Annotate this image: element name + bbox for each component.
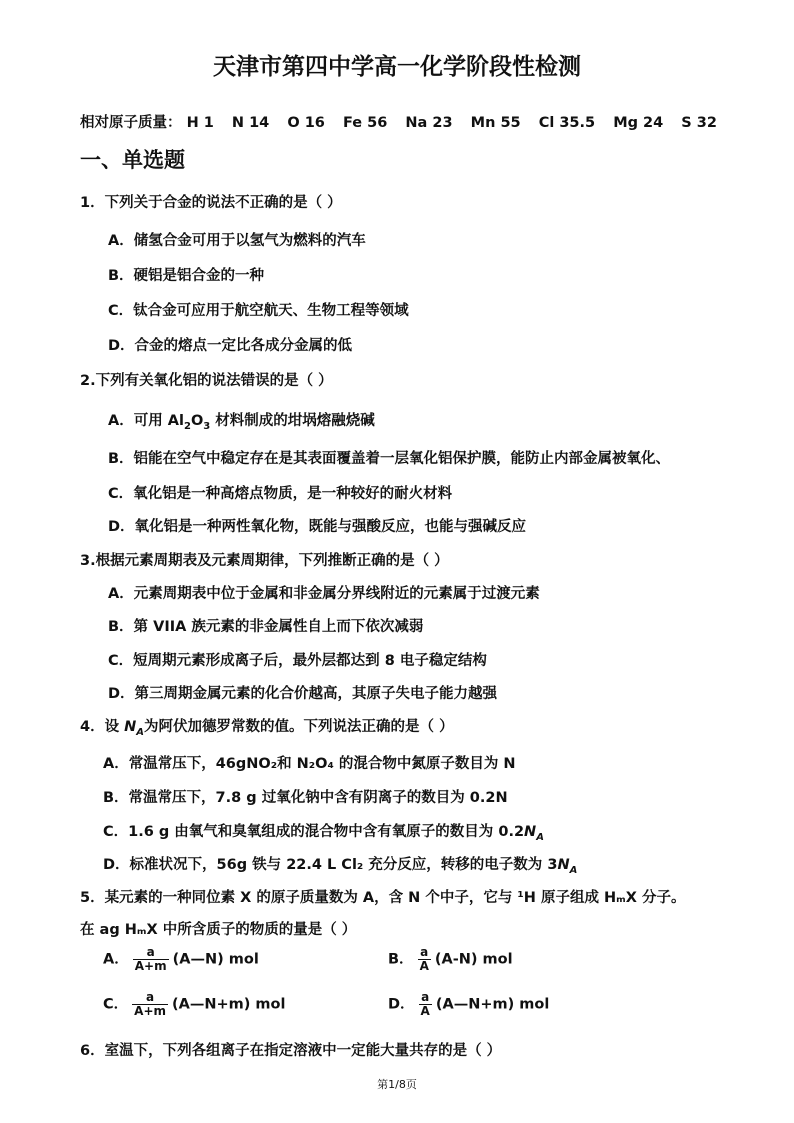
page-title: 天津市第四中学高一化学阶段性检测 — [213, 54, 581, 80]
atomic-mass-item: Fe 56 — [342, 115, 388, 131]
q5-a-tail: (A—N) mol — [172, 951, 259, 968]
fraction-denominator: A — [420, 1004, 430, 1019]
fraction — [132, 991, 168, 1018]
question-5-option-a — [103, 946, 259, 973]
q5-c-tail: (A—N+m) mol — [172, 996, 286, 1013]
question-1-option-c: C．钛合金可应用于航空航天、生物工程等领域 — [108, 303, 409, 319]
q5-a-label: A． — [103, 951, 129, 968]
question-3-option-b: B．第 VIIA 族元素的非金属性自上而下依次减弱 — [108, 619, 424, 635]
question-4-option-c — [103, 820, 544, 843]
fraction-denominator: A — [419, 959, 429, 974]
fraction-denominator: A+m — [134, 959, 167, 974]
atomic-mass-item: Na 23 — [405, 115, 453, 131]
question-1-option-d: D．合金的熔点一定比各成分金属的低 — [108, 338, 353, 354]
q4-c-text: C．1.6 g 由氧气和臭氧组成的混合物中含有氧原子的数目为 0.2 — [103, 824, 525, 840]
q2-a-prefix: A．可用 Al — [108, 413, 184, 429]
q5-d-label: D． — [388, 996, 415, 1013]
atomic-mass-item: S 32 — [681, 115, 717, 131]
q5-d-tail: (A—N+m) mol — [435, 996, 550, 1013]
section-title: 一、单选题 — [80, 148, 185, 172]
question-4-option-b: B．常温常压下，7.8 g 过氧化钠中含有阴离子的数目为 0.2N — [103, 790, 508, 806]
atomic-mass-item: N 14 — [231, 115, 270, 131]
fraction-numerator: a — [419, 991, 432, 1005]
question-2-option-c: C．氧化铝是一种高熔点物质，是一种较好的耐火材料 — [108, 486, 453, 502]
question-5-option-d — [388, 991, 549, 1018]
q2-a-sub1: 2 — [183, 420, 191, 432]
question-4-option-a: A．常温常压下，46gNO₂和 N₂O₄ 的混合物中氮原子数目为 N — [103, 756, 516, 772]
q5-c-label: C． — [103, 996, 129, 1013]
q2-a-suffix: 材料制成的坩埚熔融烧碱 — [210, 413, 375, 429]
q4-d-text: D．标准状况下，56g 铁与 22.4 L Cl₂ 充分反应，转移的电子数为 3 — [103, 857, 558, 873]
question-4-stem — [80, 715, 454, 738]
question-5-option-c — [103, 991, 285, 1018]
fraction-denominator: A+m — [134, 1004, 167, 1019]
atomic-mass-label: 相对原子质量： — [80, 115, 182, 131]
atomic-mass-item: Cl 35.5 — [538, 115, 596, 131]
question-1-stem: 1．下列关于合金的说法不正确的是（ ） — [80, 195, 342, 211]
na-subscript: A — [136, 726, 145, 738]
question-5-stem-2: 在 ag HₘX 中所含质子的物质的量是（ ） — [80, 922, 357, 938]
question-2-option-a — [108, 409, 375, 432]
question-3-stem: 3.根据元素周期表及元素周期律，下列推断正确的是（ ） — [80, 553, 449, 569]
fraction — [419, 991, 432, 1018]
atomic-mass-item: O 16 — [287, 115, 325, 131]
fraction-numerator: a — [132, 991, 168, 1005]
q5-b-label: B． — [388, 951, 414, 968]
question-5-stem: 5．某元素的一种同位素 X 的原子质量数为 A，含 N 个中子，它与 ¹H 原子组成 HₘX 分子。 — [80, 890, 686, 906]
atomic-mass-line — [80, 111, 730, 132]
q2-a-sub2: 3 — [203, 420, 211, 432]
question-6-stem: 6．室温下，下列各组离子在指定溶液中一定能大量共存的是（ ） — [80, 1043, 502, 1059]
question-1-option-a: A．储氢合金可用于以氢气为燃料的汽车 — [108, 233, 366, 249]
fraction — [418, 946, 431, 973]
na-subscript: A — [569, 864, 578, 876]
fraction — [133, 946, 169, 973]
atomic-mass-item: H 1 — [186, 115, 214, 131]
atomic-mass-item: Mg 24 — [613, 115, 664, 131]
na-symbol: N — [557, 857, 570, 873]
q4-stem-prefix: 4．设 — [80, 719, 125, 735]
question-2-option-d: D．氧化铝是一种两性氧化物，既能与强酸反应，也能与强碱反应 — [108, 519, 527, 535]
question-5-option-b — [388, 946, 513, 973]
na-symbol: N — [524, 824, 537, 840]
page-number: 第1/8页 — [377, 1078, 417, 1091]
question-2-option-b: B．铝能在空气中稳定存在是其表面覆盖着一层氧化铝保护膜，能防止内部金属被氧化、 — [108, 451, 671, 467]
question-3-option-c: C．短周期元素形成离子后，最外层都达到 8 电子稳定结构 — [108, 653, 487, 669]
question-2-stem: 2.下列有关氧化铝的说法错误的是（ ） — [80, 373, 333, 389]
q2-a-o: O — [190, 413, 204, 429]
question-3-option-d: D．第三周期金属元素的化合价越高，其原子失电子能力越强 — [108, 686, 498, 702]
q4-stem-suffix: 为阿伏加德罗常数的值。下列说法正确的是（ ） — [144, 719, 454, 735]
q5-b-tail: (A-N) mol — [434, 951, 513, 968]
atomic-mass-item: Mn 55 — [470, 115, 521, 131]
fraction-numerator: a — [133, 946, 169, 960]
na-subscript: A — [536, 831, 544, 843]
question-3-option-a: A．元素周期表中位于金属和非金属分界线附近的元素属于过渡元素 — [108, 586, 540, 602]
na-symbol: N — [124, 719, 137, 735]
question-4-option-d — [103, 853, 577, 876]
question-1-option-b: B．硬铝是铝合金的一种 — [108, 268, 265, 284]
fraction-numerator: a — [418, 946, 431, 960]
